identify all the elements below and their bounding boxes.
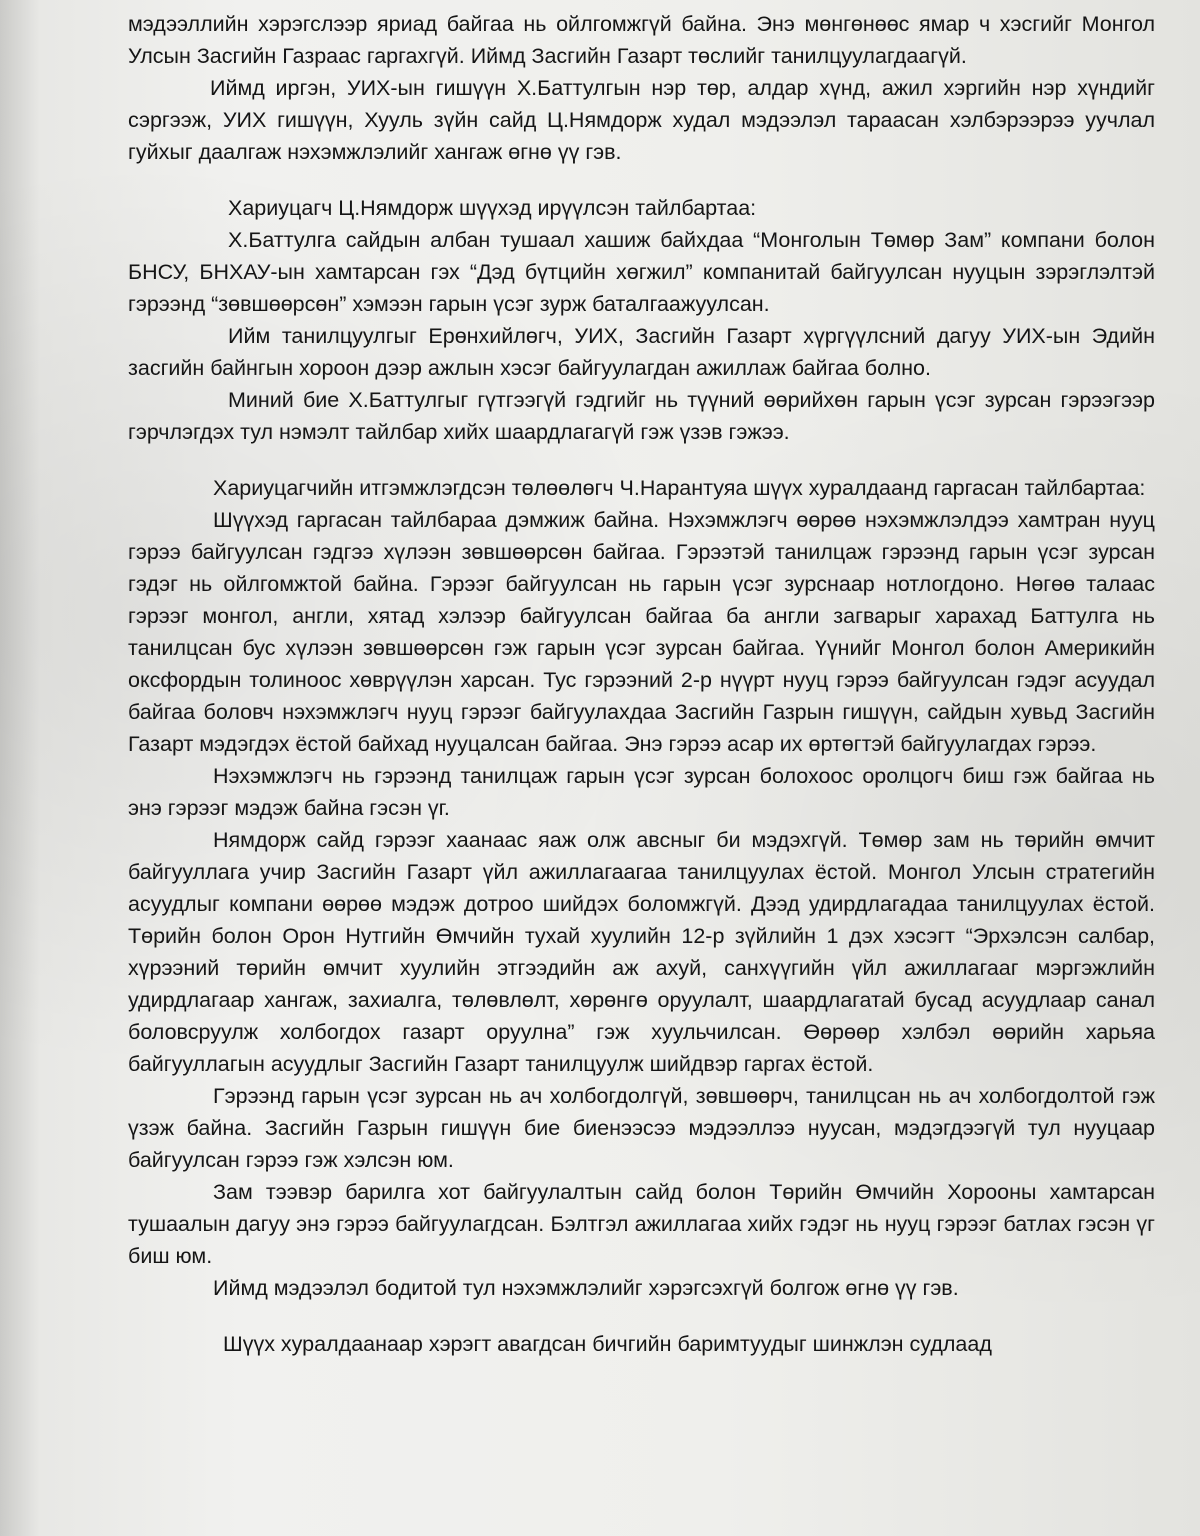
spacer — [128, 1304, 1155, 1328]
spacer — [128, 168, 1155, 192]
paragraph-5: Ийм танилцуулгыг Ерөнхийлөгч, УИХ, Засгийн Газарт хүргүүлсний дагуу УИХ-ын Эдийн засгийн байнгын хороон дээр ажлын хэсэг байгуулагдан ажиллаж байгаа болно. — [128, 324, 1155, 380]
paragraph-10: Нямдорж сайд гэрээг хаанаас яаж олж авсныг би мэдэхгүй. Төмөр зам нь төрийн өмчит байгууллага учир Засгийн Газарт үйл ажиллагаагаа танилцуулах ёстой. Монгол Улсын стратегийн асуудлыг компани өөрөө мэдэж дотроо шийдэх боломжгүй. Дээд удирдлагадаа танилцуулах ёстой. Төрийн болон Орон Нутгийн Өмчийн тухай хуулийн 12-р зүйлийн 1 дэх хэсэгт “Эрхэлсэн салбар, хүрээний төрийн өмчит хуулийн этгээдийн аж ахуй, санхүүгийн үйл ажиллагааг мэргэжлийн удирдлагаар хангаж, захиалга, төлөвлөлт, хөрөнгө оруулалт, шаардлагатай бусад асуудлаар санал боловсруулж холбогдох газарт оруулна” гэж хуульчилсан. Өөрөөр хэлбэл өөрийн харьяа байгууллагын асуудлыг Засгийн Газарт танилцуулж шийдвэр гаргах ёстой. — [128, 828, 1155, 1076]
paragraph-9: Нэхэмжлэгч нь гэрээнд танилцаж гарын үсэг зурсан болохоос оролцогч биш гэж байгаа нь энэ гэрээг мэдэж байна гэсэн үг. — [128, 764, 1155, 820]
paragraph-13: Иймд мэдээлэл бодитой тул нэхэмжлэлийг хэрэгсэхгүй болгож өгнө үү гэв. — [213, 1276, 959, 1300]
page-fold-shadow — [0, 0, 40, 1536]
paragraph-8: Шүүхэд гаргасан тайлбараа дэмжиж байна. Нэхэмжлэгч өөрөө нэхэмжлэлдээ хамтран нууц гэрээ байгуулсан гэдгээ хүлээн зөвшөөрсөн байгаа. Гэрээтэй танилцаж гэрээнд гарын үсэг зурсан гэдэг нь ойлгомжтой байна. Гэрээг байгуулсан нь гарын үсэг зурснаар нотлогдоно. Нөгөө талаас гэрээг монгол, англи, хятад хэлээр байгуулсан байгаа ба англи загварыг харахад Баттулга нь танилцсан бус хүлээн зөвшөөрсөн гэж гарын үсэг зурсан байгаа. Үүнийг Монгол болон Америкийн оксфордын толиноос хөврүүлэн харсан. Тус гэрээний 2-р нүүрт нууц гэрээ байгуулсан гэдэг асуудал байгаа боловч нэхэмжлэгч нууц гэрээг байгуулахдаа Засгийн Газрын гишүүн, сайдын хувьд Засгийн Газарт мэдэгдэх ёстой байхад нууцалсан байгаа. Энэ гэрээ асар их өртөгтэй байгуулагдах гэрээ. — [128, 508, 1155, 756]
paragraph-1: мэдээллийн хэрэгслээр яриад байгаа нь ойлгомжгүй байна. Энэ мөнгөнөөс ямар ч хэсгийг Монгол Улсын Засгийн Газраас гаргахгүй. Иймд Засгийн Газарт төслийг танилцуулагдаагүй. — [128, 12, 1155, 68]
paragraph-3: Хариуцагч Ц.Нямдорж шүүхэд ирүүлсэн тайлбартаа: — [228, 196, 757, 220]
paragraph-14: Шүүх хуралдаанаар хэрэгт авагдсан бичгийн баримтуудыг шинжлэн судлаад — [223, 1332, 992, 1356]
paragraph-4: Х.Баттулга сайдын албан тушаал хашиж байхдаа “Монголын Төмөр Зам” компани болон БНСУ, БНХАУ-ын хамтарсан гэх “Дэд бүтцийн хөгжил” компанитай байгуулсан нууцын зэрэглэлтэй гэрээнд “зөвшөөрсөн” хэмээн гарын үсэг зурж баталгаажуулсан. — [128, 228, 1155, 316]
paragraph-11: Гэрээнд гарын үсэг зурсан нь ач холбогдолгүй, зөвшөөрч, танилцсан нь ач холбогдолтой гэж үзэж байна. Засгийн Газрын гишүүн бие биенээсээ мэдээллээ нуусан, мэдэгдээгүй тул нууцаар байгуулсан гэрээ гэж хэлсэн юм. — [128, 1084, 1155, 1172]
paragraph-7: Хариуцагчийн итгэмжлэгдсэн төлөөлөгч Ч.Нарантуяа шүүх хуралдаанд гаргасан тайлбартаа: — [213, 476, 1146, 500]
paragraph-12: Зам тээвэр барилга хот байгуулалтын сайд болон Төрийн Өмчийн Хорооны хамтарсан тушаалын дагуу энэ гэрээ байгуулагдсан. Бэлтгэл ажиллагаа хийх гэдэг нь нууц гэрээг батлах гэсэн үг биш юм. — [128, 1180, 1155, 1268]
document-body — [128, 8, 1155, 1360]
paragraph-6: Миний бие Х.Баттулгыг гүтгээгүй гэдгийг нь түүний өөрийхөн гарын үсэг зурсан гэрээгээр гэрчлэгдэх тул нэмэлт тайлбар хийх шаардлагагүй гэж үзэв гэжээ. — [128, 388, 1155, 444]
paragraph-2: Иймд иргэн, УИХ-ын гишүүн Х.Баттулгын нэр төр, алдар хүнд, ажил хэргийн нэр хүндийг сэргээж, УИХ гишүүн, Хууль зүйн сайд Ц.Нямдорж худал мэдээлэл тараасан хэлбэрээрээ уучлал гуйхыг даалгаж нэхэмжлэлийг хангаж өгнө үү гэв. — [128, 76, 1155, 164]
spacer — [128, 448, 1155, 472]
